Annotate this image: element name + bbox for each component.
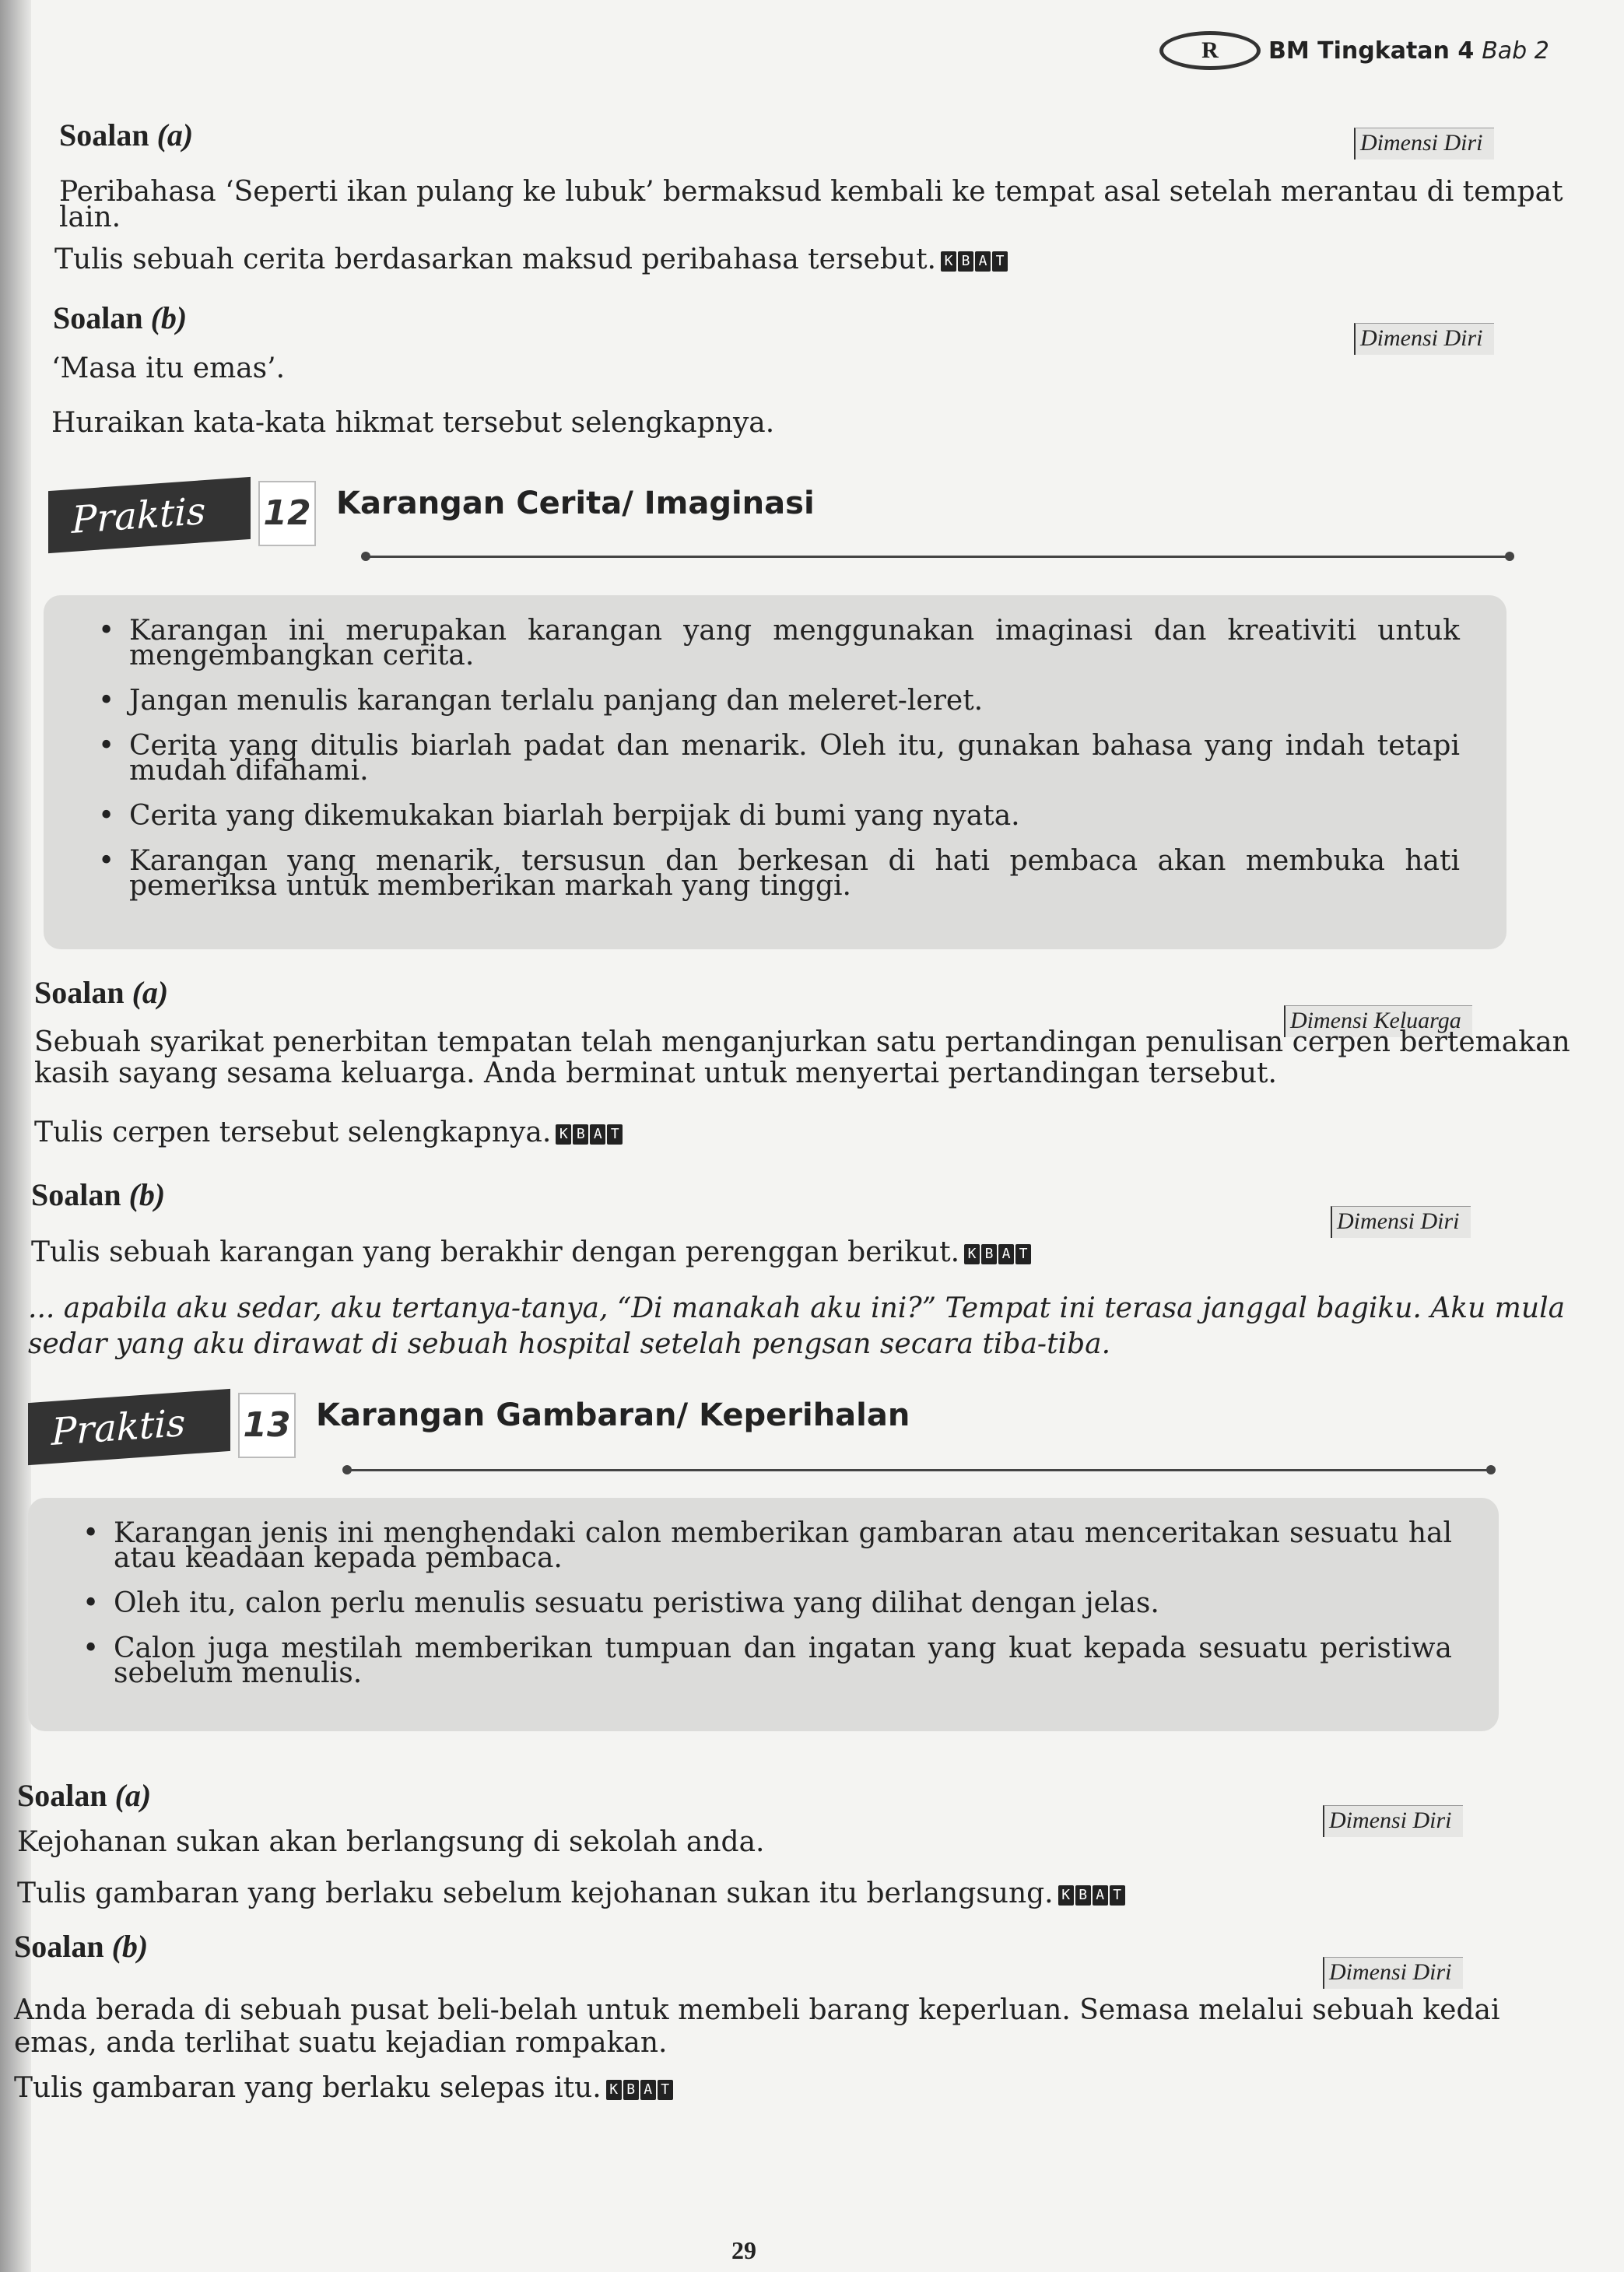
praktis-number: 12 <box>258 481 316 546</box>
tips-box <box>44 595 1506 949</box>
question-heading: Soalan (b) <box>53 300 188 335</box>
question-text: Tulis gambaran yang berlaku selepas itu. K B A T <box>14 2071 673 2105</box>
tip-item: • Calon juga mestilah memberikan tumpuan dan ingatan yang kuat kepada sesuatu peristiwa sebelum menulis. <box>82 1636 1452 1686</box>
dimension-tag: Dimensi Diri <box>1354 128 1494 160</box>
question-heading: Soalan (b) <box>14 1929 149 1964</box>
tip-item: • Karangan yang menarik, tersusun dan berkesan di hati pembaca akan membuka hati pemeriksa untuk memberikan markah yang tinggi. <box>98 849 1460 899</box>
dimension-tag: Dimensi Diri <box>1354 323 1494 355</box>
praktis-12-banner <box>48 476 1527 554</box>
section-divider <box>366 556 1510 558</box>
question-heading: Soalan (b) <box>31 1177 166 1212</box>
tip-item: • Karangan ini merupakan karangan yang menggunakan imaginasi dan kreativiti untuk mengembangkan cerita. <box>98 619 1460 668</box>
question-heading: Soalan (a) <box>34 975 169 1010</box>
dimension-tag: Dimensi Diri <box>1323 1957 1463 1989</box>
tip-item: • Jangan menulis karangan terlalu panjang dan meleret-leret. <box>98 689 1460 714</box>
section-divider <box>347 1469 1491 1471</box>
dimension-tag: Dimensi Diri <box>1331 1206 1471 1238</box>
tip-item: • Karangan jenis ini menghendaki calon memberikan gambaran atau menceritakan sesuatu hal atau keadaan kepada pembaca. <box>82 1521 1452 1571</box>
question-text: Sebuah syarikat penerbitan tempatan telah menganjurkan satu pertandingan penulisan cerpen bertemakan <box>34 1026 1570 1058</box>
question-text: emas, anda terlihat suatu kejadian rompakan. <box>14 2027 668 2059</box>
question-text: Anda berada di sebuah pusat beli-belah untuk membeli barang keperluan. Semasa melalui sebuah kedai <box>14 1994 1500 2026</box>
praktis-13-banner <box>28 1388 1506 1466</box>
question-text: Tulis cerpen tersebut selengkapnya. K B A T <box>34 1116 623 1150</box>
kbat-badge: K B A T <box>606 2080 673 2100</box>
chapter-label: Bab 2 <box>1482 37 1549 65</box>
praktis-label: Praktis <box>48 477 251 553</box>
question-text: Peribahasa ‘Seperti ikan pulang ke lubuk’ bermaksud kembali ke tempat asal setelah merantau di tempat <box>59 176 1563 208</box>
tips-box <box>28 1498 1499 1731</box>
praktis-label: Praktis <box>28 1389 230 1465</box>
question-text: ‘Masa itu emas’. <box>51 352 286 384</box>
question-text: Tulis gambaran yang berlaku sebelum kejohanan sukan itu berlangsung. K B A T <box>17 1877 1125 1911</box>
question-text: Huraikan kata-kata hikmat tersebut selengkapnya. <box>51 407 775 439</box>
question-heading: Soalan (a) <box>17 1778 152 1813</box>
section-title: Karangan Gambaran/ Keperihalan <box>316 1397 910 1433</box>
quoted-paragraph: sedar yang aku dirawat di sebuah hospital setelah pengsan secara tiba-tiba. <box>28 1328 1111 1360</box>
kbat-badge: K B A T <box>556 1124 623 1145</box>
tip-item: • Cerita yang ditulis biarlah padat dan menarik. Oleh itu, gunakan bahasa yang indah tetapi mudah difahami. <box>98 734 1460 784</box>
question-heading: Soalan (a) <box>59 117 194 153</box>
tip-item: • Cerita yang dikemukakan biarlah berpijak di bumi yang nyata. <box>98 804 1460 829</box>
question-text: Kejohanan sukan akan berlangsung di sekolah anda. <box>17 1826 765 1858</box>
question-text: Tulis sebuah cerita berdasarkan maksud peribahasa tersebut. K B A T <box>54 243 1008 277</box>
section-title: Karangan Cerita/ Imaginasi <box>336 486 815 521</box>
kbat-badge: K B A T <box>941 251 1008 272</box>
kbat-badge: K B A T <box>964 1244 1031 1264</box>
dimension-tag: Dimensi Keluarga <box>1284 1005 1472 1037</box>
kbat-badge: K B A T <box>1058 1885 1125 1906</box>
running-header <box>1159 31 1549 70</box>
question-text: kasih sayang sesama keluarga. Anda berminat untuk menyertai pertandingan tersebut. <box>34 1057 1277 1089</box>
page-number: 29 <box>731 2236 756 2264</box>
book-title: BM Tingkatan 4 <box>1268 37 1475 65</box>
praktis-number: 13 <box>238 1393 296 1458</box>
publisher-logo: R <box>1159 31 1261 70</box>
quoted-paragraph: ... apabila aku sedar, aku tertanya-tanya, “Di manakah aku ini?” Tempat ini terasa janggal bagiku. Aku mula <box>28 1292 1566 1324</box>
dimension-tag: Dimensi Diri <box>1323 1805 1463 1837</box>
question-text: Tulis sebuah karangan yang berakhir dengan perenggan berikut. K B A T <box>31 1236 1031 1270</box>
tip-item: • Oleh itu, calon perlu menulis sesuatu peristiwa yang dilihat dengan jelas. <box>82 1591 1452 1616</box>
question-text: lain. <box>59 202 121 233</box>
